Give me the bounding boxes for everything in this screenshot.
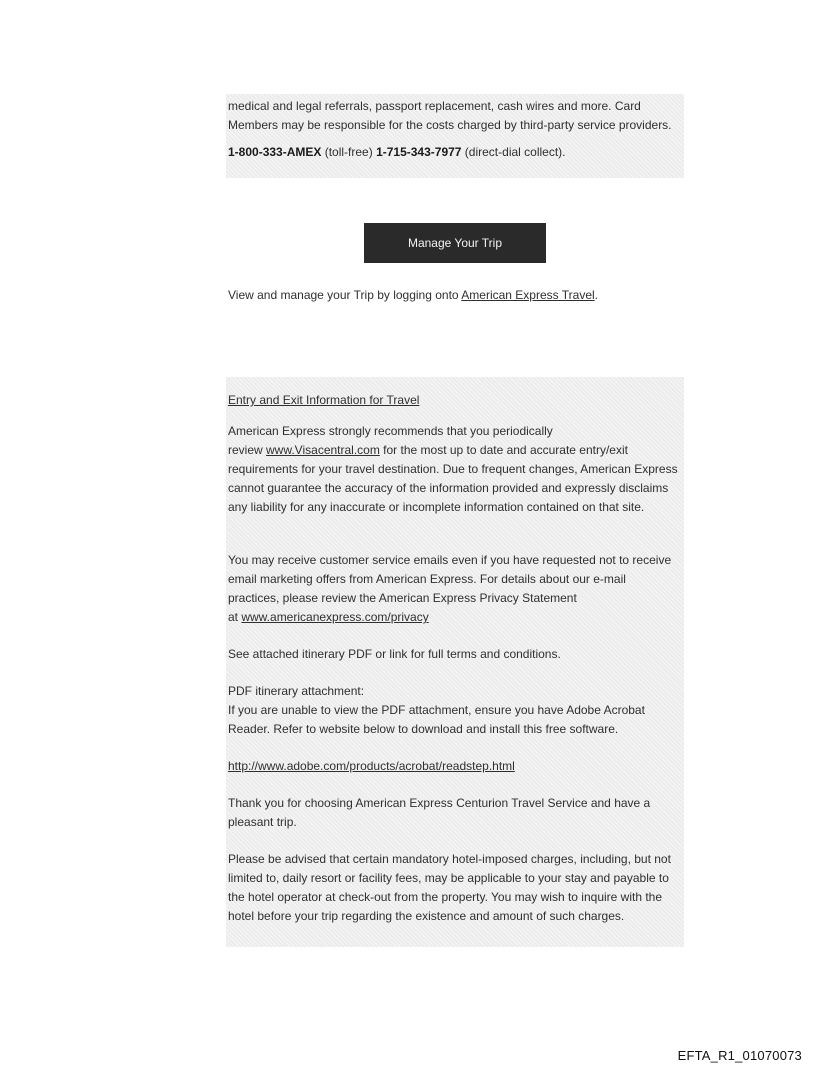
pdf-line-1: If you are unable to view the PDF attachment, ensure you have Adobe Acrobat (228, 703, 645, 717)
entry-exit-line-2-end: for the most up to date and accurate entry/exit (379, 443, 628, 457)
hotel-line-2: limited to, daily resort or facility fees, may be applicable to your stay and payable to (228, 871, 669, 885)
thanks-line-1: Thank you for choosing American Express Centurion Travel Service and have a (228, 796, 651, 810)
assistance-text (228, 97, 682, 135)
view-text: View and manage your Trip by logging onto (228, 288, 462, 302)
entry-exit-link[interactable]: Entry and Exit Information for Travel (228, 393, 420, 407)
privacy-paragraph (228, 551, 682, 627)
entry-exit-review: review (228, 443, 267, 457)
view-end: . (594, 288, 599, 302)
privacy-line-1: You may receive customer service emails even if you have requested not to receive (228, 553, 672, 567)
entry-exit-line-3: requirements for your travel destination. Due to frequent changes, American Express (228, 462, 678, 476)
adobe-link-paragraph (228, 757, 682, 776)
pdf-heading: PDF itinerary attachment: (228, 684, 365, 698)
privacy-line-3: practices, please review the American Express Privacy Statement (228, 591, 577, 605)
entry-exit-line-4: cannot guarantee the accuracy of the information provided and expressly disclaims (228, 481, 669, 495)
pdf-paragraph (228, 682, 682, 739)
manage-trip-text (228, 286, 688, 305)
entry-exit-line-5: any liability for any inaccurate or incomplete information contained on that site. (228, 500, 645, 514)
document-id: EFTA_R1_01070073 (677, 1048, 802, 1063)
privacy-link[interactable]: www.americanexpress.com/privacy (241, 610, 429, 624)
assistance-phones (228, 143, 682, 162)
hotel-line-4: hotel before your trip regarding the existence and amount of such charges. (228, 909, 625, 923)
thanks-paragraph (228, 794, 682, 832)
entry-exit-heading (228, 391, 682, 410)
phone-tollfree: 1-800-333-AMEX (228, 145, 322, 159)
pdf-line-2: Reader. Refer to website below to download and install this free software. (228, 722, 619, 736)
terms-note: See attached itinerary PDF or link for full terms and conditions. (228, 647, 561, 661)
collect-label: (direct-dial collect). (461, 145, 566, 159)
entry-exit-line-1: American Express strongly recommends that you periodically (228, 424, 553, 438)
american-express-travel-link[interactable]: American Express Travel (461, 288, 595, 302)
tollfree-label: (toll-free) (321, 145, 377, 159)
adobe-reader-link[interactable]: http://www.adobe.com/products/acrobat/readstep.html (228, 759, 515, 773)
thanks-line-2: pleasant trip. (228, 815, 297, 829)
assistance-line-1: medical and legal referrals, passport replacement, cash wires and more. Card (228, 99, 641, 113)
manage-your-trip-button[interactable]: Manage Your Trip (364, 223, 546, 263)
visacentral-link[interactable]: www.Visacentral.com (266, 443, 380, 457)
hotel-line-3: the hotel operator at check-out from the property. You may wish to inquire with the (228, 890, 663, 904)
assistance-line-2: Members may be responsible for the costs charged by third-party service providers. (228, 118, 672, 132)
hotel-notice-paragraph (228, 850, 682, 926)
hotel-line-1: Please be advised that certain mandatory hotel-imposed charges, including, but not (228, 852, 671, 866)
privacy-line-2: email marketing offers from American Express. For details about our e-mail (228, 572, 626, 586)
phone-collect: 1-715-343-7977 (376, 145, 462, 159)
privacy-line-4: at (228, 610, 242, 624)
assistance-box (226, 94, 684, 178)
entry-exit-paragraph (228, 422, 682, 517)
travel-info-box (226, 377, 684, 947)
